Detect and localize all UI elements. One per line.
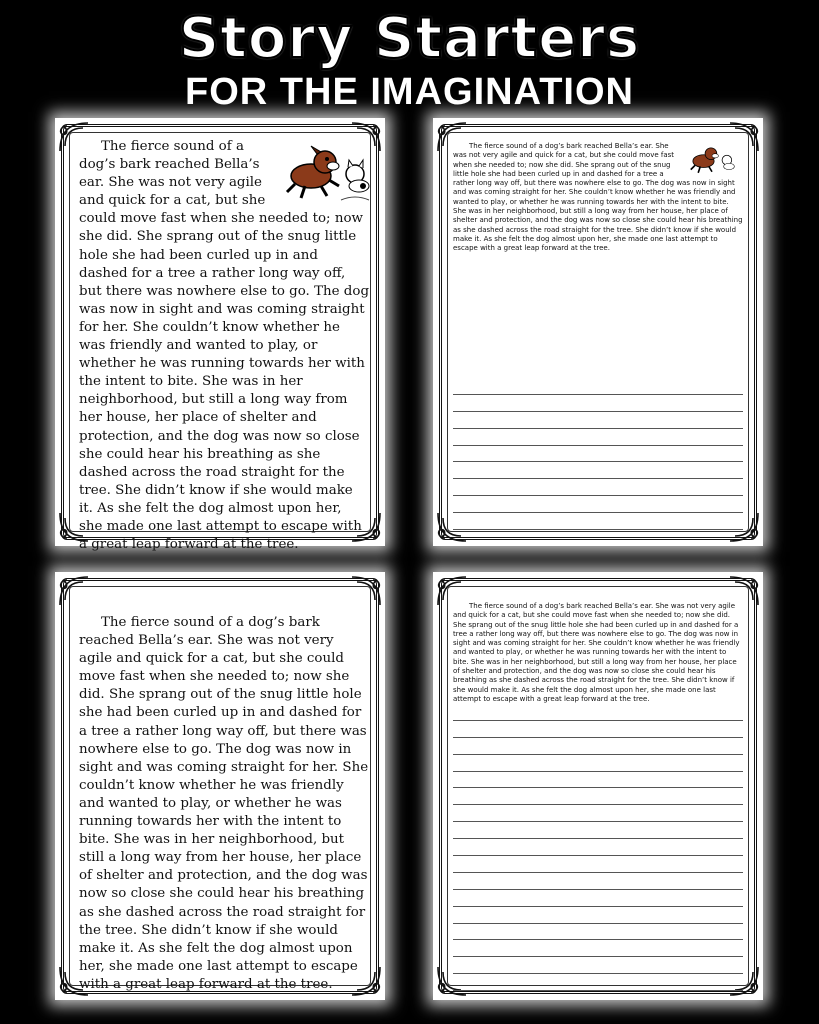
corner-swirl-icon [349, 574, 383, 608]
writing-line [453, 378, 743, 395]
writing-line [453, 704, 743, 721]
writing-line [453, 412, 743, 429]
writing-line [453, 446, 743, 463]
writing-line [453, 755, 743, 772]
corner-swirl-icon [57, 574, 91, 608]
writing-line [453, 395, 743, 412]
worksheet-card-text-lines [433, 572, 763, 1000]
writing-line [453, 513, 743, 530]
page-subtitle: FOR THE IMAGINATION [185, 71, 634, 113]
writing-lines [453, 378, 743, 530]
page-title: Story Starters [178, 6, 641, 71]
writing-line [453, 462, 743, 479]
writing-line [453, 496, 743, 513]
writing-line [453, 738, 743, 755]
writing-line [453, 907, 743, 924]
writing-line [453, 873, 743, 890]
writing-line [453, 479, 743, 496]
writing-line [453, 974, 743, 991]
writing-line [453, 957, 743, 974]
writing-line [453, 940, 743, 957]
writing-line [453, 890, 743, 907]
writing-line [453, 721, 743, 738]
story-paragraph: The fierce sound of a dog’s bark reached Bella’s ear. She was not very agile and quick for a cat, but she could move fast when she needed to; now she did. She sprang out of the snug little hole she had been curled up in and dashed for a tree a rather long way off, but there was nowhere else to go. The dog was now in sight and was coming straight for her. She couldn’t know whether he was friendly and wanted to play, or whether he was running towards her with the intent to bite. She was in her neighborhood, but still a long way from her house, her place of shelter and protection, and the dog was now so close she could hear his breathing as she dashed across the road straight for the tree. She didn’t know if she would make it. As she felt the dog almost upon her, she made one last attempt to escape with a great leap forward at the tree. [453, 602, 740, 703]
writing-line [453, 429, 743, 446]
writing-line [453, 822, 743, 839]
story-paragraph: The fierce sound of a dog’s bark reached Bella’s ear. She was not very agile and quick for a cat, but she could move fast when she needed to; now she did. She sprang out of the snug little hole she had been curled up in and dashed for a tree a rather long way off, but there was nowhere else to go. The dog was now in sight and was coming straight for her. She couldn’t know whether he was friendly and wanted to play, or whether he was running towards her with the intent to bite. She was in her neighborhood, but still a long way from her house, her place of shelter and protection, and the dog was now so close she could hear his breathing as she dashed across the road straight for the tree. She didn’t know if she would make it. As she felt the dog almost upon her, she made one last attempt to escape with a great leap forward at the tree. [453, 142, 743, 253]
worksheet-card-picture-story [55, 118, 385, 553]
story-text [453, 602, 743, 704]
story-paragraph: The fierce sound of a dog’s bark reached Bella’s ear. She was not very agile and quick for a cat, but she could move fast when she needed to; now she did. She sprang out of the snug little hole she had been curled up in and dashed for a tree a rather long way off, but there was nowhere else to go. The dog was now in sight and was coming straight for her. She couldn’t know whether he was friendly and wanted to play, or whether he was running towards her with the intent to bite. She was in her neighborhood, but still a long way from her house, her place of shelter and protection, and the dog was now so close she could hear his breathing as she dashed across the road straight for the tree. She didn’t know if she would make it. As she felt the dog almost upon her, she made one last attempt to escape with a great leap forward at the tree. [79, 139, 370, 553]
story-paragraph: The fierce sound of a dog’s bark reached Bella’s ear. She was not very agile and quick for a cat, but she could move fast when she needed to; now she did. She sprang out of the snug little hole she had been curled up in and dashed for a tree a rather long way off, but there was nowhere else to go. The dog was now in sight and was coming straight for her. She couldn’t know whether he was friendly and wanted to play, or whether he was running towards her with the intent to bite. She was in her neighborhood, but still a long way from her house, her place of shelter and protection, and the dog was now so close she could hear his breathing as she dashed across the road straight for the tree. She didn’t know if she would make it. As she felt the dog almost upon her, she made one last attempt to escape with a great leap forward at the tree. [79, 615, 369, 992]
story-text [453, 142, 743, 254]
writing-line [453, 839, 743, 856]
writing-line [453, 856, 743, 873]
dog-chasing-cat-icon [683, 142, 741, 176]
worksheet-card-picture-lines [433, 118, 763, 546]
worksheet-card-text-story [55, 572, 385, 1000]
writing-line [453, 772, 743, 789]
writing-line [453, 805, 743, 822]
writing-lines [453, 704, 743, 991]
story-text [79, 138, 369, 554]
dog-chasing-cat-icon [281, 140, 373, 204]
story-text [79, 614, 369, 994]
writing-line [453, 788, 743, 805]
writing-line [453, 924, 743, 941]
